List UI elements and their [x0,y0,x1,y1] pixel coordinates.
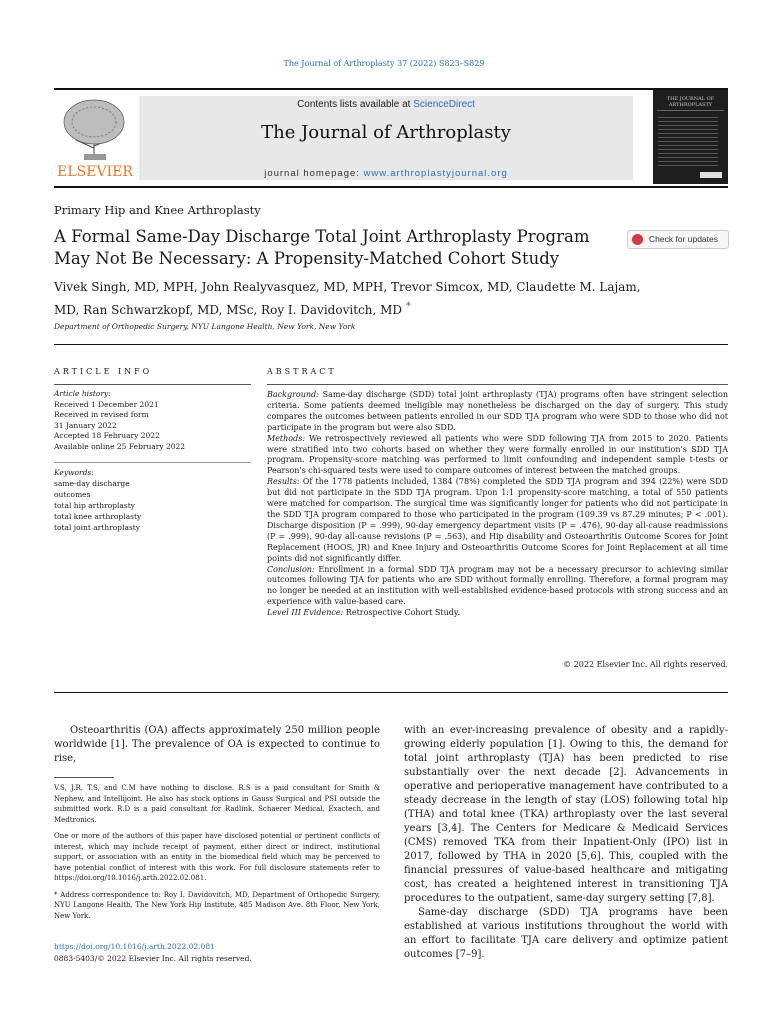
abstract-subhead: Results: [267,477,300,487]
abstract-text: Of the 1778 patients included, 1384 (78%) completed the SDD TJA program and 394 (22%) were SDD but did not participate in the SDD TJA program. Upon 1:1 propensity-score matching, a total of 550 patients were matched for comparison. The surgical time was significantly longer for patients who did not participate in the SDD TJA program compared to those who participated in the program (109.39 vs 87.29 minutes; P < .001). Discharge disposition (P = .999), 90-day emergency department visits (P = .476), 90-day all-cause readmissions (P = .999), 90-day all-cause revisions (P = .563), and Hip disability and Osteoarthritis Outcome Scores for Joint Replacement (HOOS, JR) and Knee Injury and Osteoarthritis Outcome Scores for Joint Replacement at all time points did not significantly differ. [267,477,728,563]
abstract-subhead: Background: [267,390,319,399]
journal-banner [139,96,633,180]
author-list [54,278,654,320]
article-history [54,389,251,452]
divider [267,384,728,385]
divider [54,384,251,385]
contents-line [139,99,633,110]
divider [54,344,728,345]
abstract-heading: ABSTRACT [267,367,337,376]
keyword: outcomes [54,489,91,499]
author-names: Vivek Singh, MD, MPH, John Realyvasquez, MD, MPH, Trevor Simcox, MD, Claudette M. Lajam, MD, Ran Schwarzkopf, MD, MSc, Roy I. Davidovitch, MD [54,280,641,317]
footnote-correspondence: * Address correspondence to: Roy I. Davidovitch, MD, Department of Orthopedic Surgery, NYU Langone Health, The New York Hip Institute, 485 Madison Ave. 8th Floor, New York, New York. [54,890,380,920]
footnote-conflict: One or more of the authors of this paper have disclosed potential or pertinent conflicts of interest, which may include receipt of payment, either direct or indirect, institutional support, or association with an entity in the biomedical field which may be perceived to have potential conflict of interest with this work. For full disclosure statements refer to https://doi.org/10.1016/j.arth.2022.02.081. [54,832,380,882]
abstract-evidence-level [267,608,728,619]
body-paragraph: with an ever-increasing prevalence of obesity and a rapidly-growing elderly population [1]. Owing to this, the demand for total joint arthroplasty (TJA) has been predicted to rise substantially over the next decade [2]. Advancements in operative and perioperative management have contributed to a steady decrease in the length of stay (LOS) following total hip (THA) and total knee (TKA) arthroplasty over the last several years [3,4]. The Centers for Medicare & Medicaid Services (CMS) removed TKA from their Inpatient-Only (IPO) list in 2017, followed by THA in 2020 [5,6]. This, coupled with the financial pressures of value-based healthcare and mitigating cost, has created a heightened interest in transitioning TJA procedures to the outpatient, same-day surgery setting [7,8]. [404,725,728,904]
cover-contents [658,114,718,166]
abstract-subhead: Level III Evidence: [267,608,344,618]
abstract-background [267,390,728,434]
history-line: 31 January 2022 [54,420,117,430]
keywords [54,468,251,533]
abstract-text: We retrospectively reviewed all patients who were SDD following TJA from 2015 to 2020. Patients were stratified into two cohorts based on whether they were formally enrolled in our institution's SDD TJA program. Propensity-score matching was performed to limit confounding and independent sample t-tests or Pearson's chi-squared tests were used to compare outcomes of interest between the matched groups. [267,433,728,476]
keyword: total hip arthroplasty [54,500,135,510]
homepage-prefix: journal homepage: [264,168,364,179]
abstract-methods [267,434,728,478]
crossmark-icon [632,234,643,245]
journal-cover-thumbnail [653,90,728,184]
article-title: A Formal Same-Day Discharge Total Joint Arthroplasty Program May Not Be Necessary: A Propensity-Matched Cohort Study [54,227,590,268]
article-info-heading: ARTICLE INFO [54,367,153,376]
footnotes [54,783,380,927]
keyword: total joint arthroplasty [54,522,141,532]
homepage-link[interactable]: www.arthroplastyjournal.org [363,168,508,179]
keyword: same-day discharge [54,478,130,488]
cover-title: THE JOURNAL OF ARTHROPLASTY [666,96,715,108]
svg-text:ELSEVIER: ELSEVIER [57,164,133,180]
abstract-body [267,390,728,619]
journal-citation[interactable]: The Journal of Arthroplasty 37 (2022) S823–S829 [283,59,485,68]
journal-title: The Journal of Arthroplasty [261,122,511,143]
footnote-divider [54,777,114,778]
cover-logo [700,172,722,178]
history-label: Article history: [54,389,111,398]
divider [54,462,251,463]
abstract-subhead: Conclusion: [267,564,315,574]
doi-block [54,941,252,964]
corresponding-author-marker[interactable]: * [405,301,411,312]
history-line: Accepted 18 February 2022 [54,431,160,440]
check-updates-label: Check for updates [649,234,718,244]
history-line: Received 1 December 2021 [54,399,159,409]
elsevier-logo [54,94,136,180]
abstract-copyright: © 2022 Elsevier Inc. All rights reserved. [563,660,728,669]
abstract-results [267,477,728,564]
abstract-conclusion [267,565,728,609]
abstract-subhead: Methods: [267,433,306,443]
body-text-left: Osteoarthritis (OA) affects approximately 250 million people worldwide [1]. The prevalence of OA is expected to continue to rise, [54,725,380,764]
abstract-text: Enrollment in a formal SDD TJA program may not be a necessary precursor to achieving similar outcomes following TJA for patients who are SDD without formally enrolling. Therefore, a formal program may no longer be needed at an institution with well-established evidence-based protocols with strong success and an experience with value-based care. [267,564,728,607]
section-label: Primary Hip and Knee Arthroplasty [54,203,261,217]
history-line: Received in revised form [54,410,149,419]
keyword: total knee arthroplasty [54,511,142,521]
footnote-disclosure: V.S, J.R, T.S, and C.M have nothing to disclose. R.S is a paid consultant for Smith & Nephew, and Intellijoint. He also has stock options in Gauss Surgical and PSI outside the submitted work. R.D is a paid consultant for Radlink, Schaerer Medical, Exactech, and Medtronics. [54,784,380,824]
body-paragraph: Same-day discharge (SDD) TJA programs have been established at various institutions throughout the world with an effort to facilitate TJA care delivery and optimize patient outcomes [7–9]. [404,907,728,960]
homepage-line [139,168,633,179]
cover-divider [657,110,724,111]
abstract-text: Same-day discharge (SDD) total joint arthroplasty (TJA) programs often have stringent selection criteria. Some patients deemed ineligible may nonetheless be discharged on the day of surgery. This study compares the outcomes between patients enrolled in our SDD TJA program who were SDD to those who did not participate in the program but were also SDD. [267,390,728,432]
divider [54,692,728,693]
check-for-updates-button[interactable] [627,230,729,249]
history-line: Available online 25 February 2022 [54,441,186,451]
contents-prefix: Contents lists available at [297,99,414,110]
body-text-right [404,724,728,962]
abstract-text: Retrospective Cohort Study. [343,608,460,618]
sciencedirect-link[interactable]: ScienceDirect [413,99,475,110]
journal-masthead [54,88,728,188]
affiliation: Department of Orthopedic Surgery, NYU Langone Health, New York, New York [54,322,356,331]
issn-line: 0883-5403/© 2022 Elsevier Inc. All rights reserved. [54,953,252,963]
doi-link[interactable]: https://doi.org/10.1016/j.arth.2022.02.081 [54,942,215,951]
keywords-label: Keywords: [54,468,94,477]
